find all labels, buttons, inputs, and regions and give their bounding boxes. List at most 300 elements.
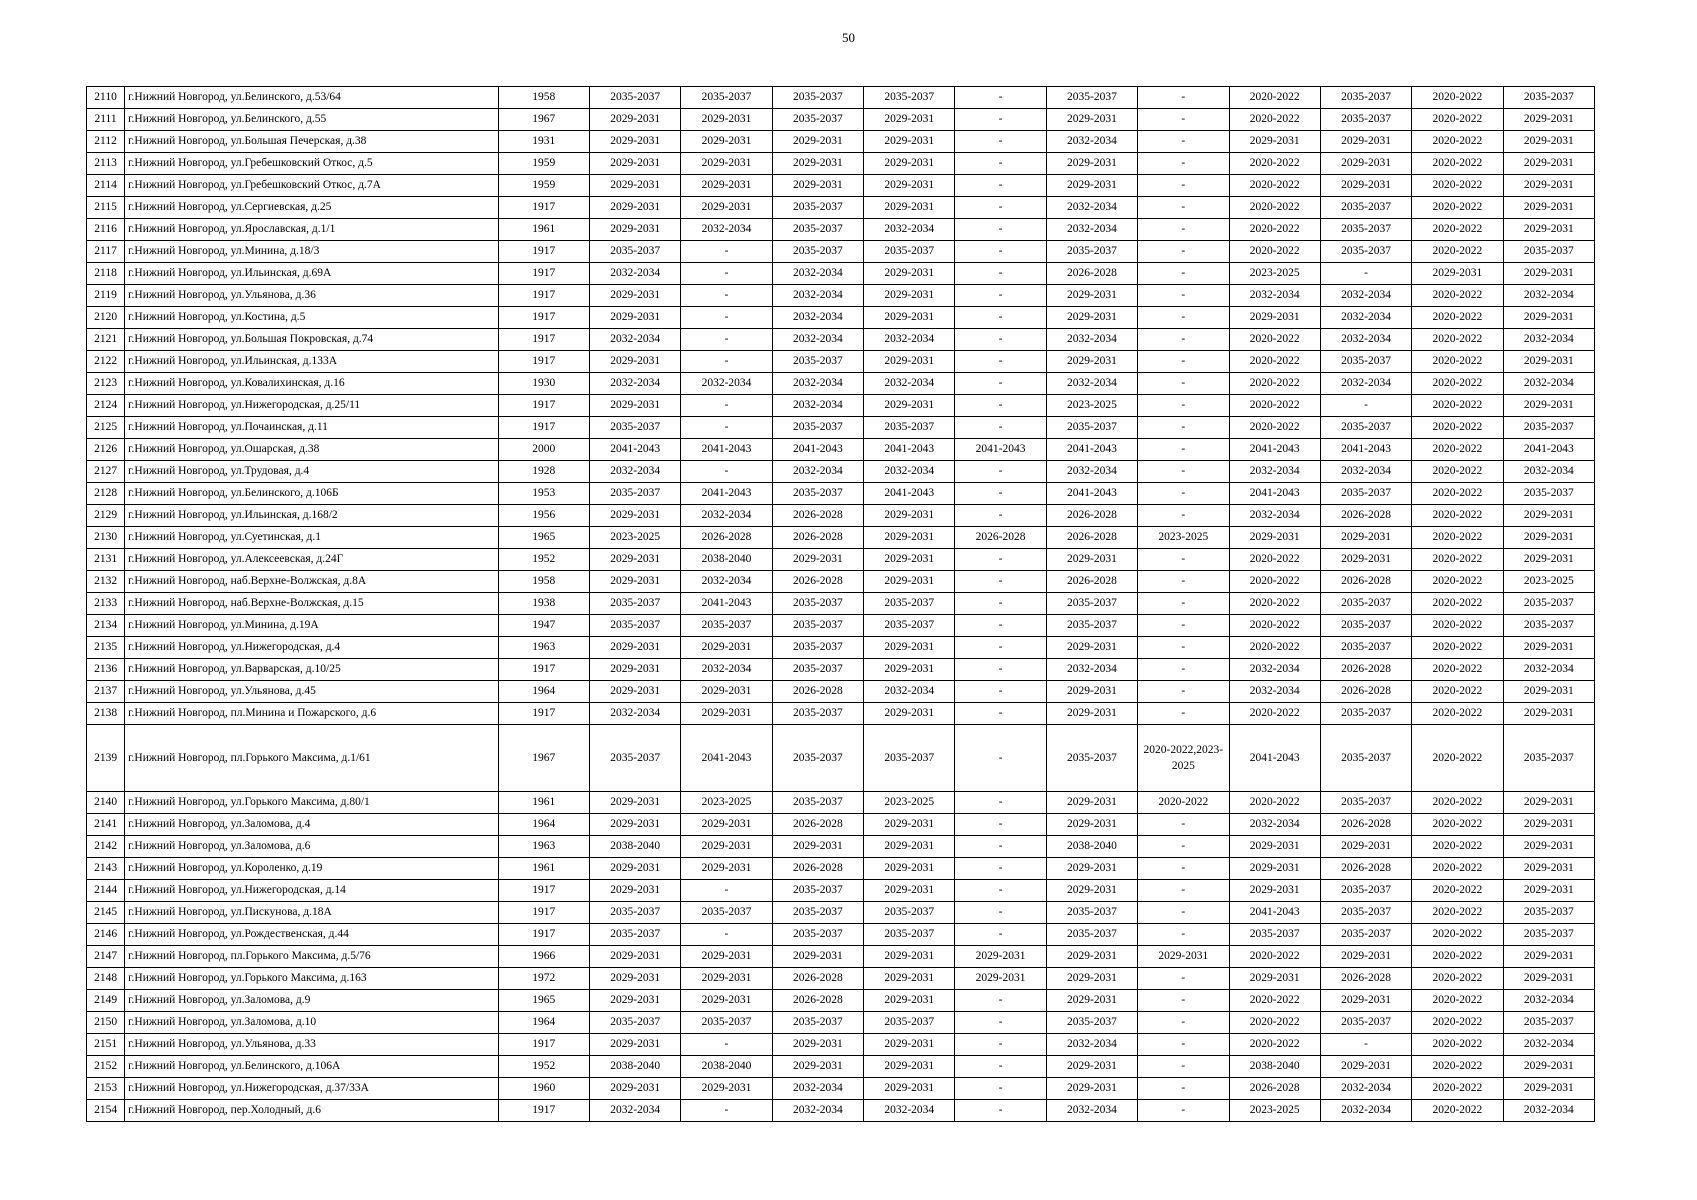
period-cell: -: [1138, 990, 1229, 1012]
period-cell: 2029-2031: [589, 681, 680, 703]
period-cell: 2029-2031: [864, 659, 955, 681]
period-cell: 2029-2031: [589, 659, 680, 681]
period-cell: 2029-2031: [1046, 549, 1137, 571]
period-cell: 2035-2037: [864, 902, 955, 924]
year-cell: 1952: [498, 549, 589, 571]
period-cell: 2029-2031: [1229, 527, 1320, 549]
row-number-cell: 2142: [87, 836, 125, 858]
period-cell: 2035-2037: [864, 241, 955, 263]
year-cell: 1917: [498, 395, 589, 417]
period-cell: 2032-2034: [1320, 285, 1411, 307]
period-cell: 2020-2022: [1412, 725, 1503, 792]
period-cell: 2029-2031: [589, 351, 680, 373]
period-cell: 2020-2022: [1138, 792, 1229, 814]
year-cell: 2000: [498, 439, 589, 461]
period-cell: 2032-2034: [1320, 329, 1411, 351]
period-cell: 2035-2037: [772, 637, 863, 659]
period-cell: 2029-2031: [1229, 968, 1320, 990]
period-cell: 2035-2037: [1320, 351, 1411, 373]
period-cell: -: [955, 219, 1046, 241]
address-cell: г.Нижний Новгород, ул.Минина, д.18/3: [125, 241, 498, 263]
table-row: [87, 329, 1595, 351]
period-cell: -: [681, 307, 772, 329]
table-row: [87, 505, 1595, 527]
period-cell: -: [1138, 109, 1229, 131]
period-cell: 2029-2031: [864, 285, 955, 307]
table-row: [87, 593, 1595, 615]
year-cell: 1972: [498, 968, 589, 990]
table-row: [87, 87, 1595, 109]
address-cell: г.Нижний Новгород, ул.Заломова, д.10: [125, 1012, 498, 1034]
period-cell: -: [955, 1012, 1046, 1034]
address-cell: г.Нижний Новгород, ул.Заломова, д.6: [125, 836, 498, 858]
period-cell: 2041-2043: [681, 483, 772, 505]
period-cell: -: [955, 263, 1046, 285]
period-cell: 2020-2022: [1412, 637, 1503, 659]
year-cell: 1917: [498, 1100, 589, 1122]
period-cell: 2035-2037: [772, 483, 863, 505]
period-cell: 2020-2022: [1412, 1100, 1503, 1122]
year-cell: 1917: [498, 703, 589, 725]
period-cell: 2026-2028: [1046, 505, 1137, 527]
period-cell: 2020-2022: [1229, 175, 1320, 197]
period-cell: 2029-2031: [1503, 792, 1594, 814]
period-cell: 2029-2031: [864, 814, 955, 836]
period-cell: 2035-2037: [589, 902, 680, 924]
address-cell: г.Нижний Новгород, ул.Суетинская, д.1: [125, 527, 498, 549]
period-cell: 2035-2037: [772, 87, 863, 109]
period-cell: -: [955, 1100, 1046, 1122]
period-cell: -: [681, 461, 772, 483]
period-cell: 2029-2031: [1503, 263, 1594, 285]
period-cell: 2029-2031: [1046, 153, 1137, 175]
table-row: [87, 880, 1595, 902]
address-cell: г.Нижний Новгород, ул.Ильинская, д.168/2: [125, 505, 498, 527]
period-cell: 2026-2028: [1320, 659, 1411, 681]
address-cell: г.Нижний Новгород, ул.Ильинская, д.69А: [125, 263, 498, 285]
address-cell: г.Нижний Новгород, пл.Горького Максима, д.1/61: [125, 725, 498, 792]
row-number-cell: 2144: [87, 880, 125, 902]
period-cell: 2032-2034: [772, 461, 863, 483]
period-cell: 2029-2031: [1503, 153, 1594, 175]
period-cell: 2029-2031: [589, 814, 680, 836]
address-cell: г.Нижний Новгород, ул.Рождественская, д.44: [125, 924, 498, 946]
period-cell: 2029-2031: [1229, 131, 1320, 153]
period-cell: 2026-2028: [1320, 968, 1411, 990]
year-cell: 1917: [498, 263, 589, 285]
period-cell: -: [1138, 836, 1229, 858]
period-cell: 2029-2031: [681, 175, 772, 197]
period-cell: 2032-2034: [1229, 461, 1320, 483]
period-cell: 2020-2022: [1412, 880, 1503, 902]
period-cell: 2023-2025: [1503, 571, 1594, 593]
period-cell: 2029-2031: [1046, 1078, 1137, 1100]
period-cell: -: [1138, 241, 1229, 263]
period-cell: 2035-2037: [1503, 902, 1594, 924]
table-row: [87, 219, 1595, 241]
year-cell: 1963: [498, 836, 589, 858]
period-cell: -: [955, 175, 1046, 197]
period-cell: 2032-2034: [589, 703, 680, 725]
period-cell: 2035-2037: [681, 87, 772, 109]
period-cell: 2041-2043: [1229, 483, 1320, 505]
period-cell: 2020-2022: [1412, 197, 1503, 219]
period-cell: 2032-2034: [1320, 373, 1411, 395]
period-cell: 2029-2031: [1503, 131, 1594, 153]
table-row: [87, 858, 1595, 880]
period-cell: 2029-2031: [864, 990, 955, 1012]
period-cell: -: [955, 836, 1046, 858]
row-number-cell: 2135: [87, 637, 125, 659]
year-cell: 1958: [498, 87, 589, 109]
period-cell: 2020-2022: [1412, 505, 1503, 527]
period-cell: 2020-2022: [1412, 792, 1503, 814]
period-cell: 2035-2037: [589, 483, 680, 505]
period-cell: 2029-2031: [681, 1078, 772, 1100]
period-cell: 2035-2037: [772, 197, 863, 219]
period-cell: 2020-2022: [1229, 395, 1320, 417]
period-cell: 2029-2031: [1046, 351, 1137, 373]
period-cell: -: [1138, 593, 1229, 615]
period-cell: 2029-2031: [864, 1034, 955, 1056]
period-cell: 2032-2034: [1320, 1100, 1411, 1122]
period-cell: 2029-2031: [589, 395, 680, 417]
period-cell: 2035-2037: [1320, 219, 1411, 241]
period-cell: 2029-2031: [589, 792, 680, 814]
row-number-cell: 2130: [87, 527, 125, 549]
period-cell: 2029-2031: [1138, 946, 1229, 968]
period-cell: -: [955, 483, 1046, 505]
period-cell: 2035-2037: [772, 924, 863, 946]
period-cell: 2038-2040: [1046, 836, 1137, 858]
period-cell: 2029-2031: [1046, 990, 1137, 1012]
period-cell: 2029-2031: [864, 946, 955, 968]
period-cell: 2035-2037: [1503, 1012, 1594, 1034]
period-cell: 2035-2037: [589, 924, 680, 946]
period-cell: 2020-2022: [1412, 439, 1503, 461]
period-cell: -: [1138, 197, 1229, 219]
period-cell: 2035-2037: [1320, 880, 1411, 902]
period-cell: 2029-2031: [589, 637, 680, 659]
period-cell: 2029-2031: [1503, 880, 1594, 902]
period-cell: 2029-2031: [1503, 1078, 1594, 1100]
period-cell: 2035-2037: [1320, 483, 1411, 505]
address-cell: г.Нижний Новгород, ул.Ульянова, д.36: [125, 285, 498, 307]
year-cell: 1967: [498, 109, 589, 131]
period-cell: 2029-2031: [1320, 836, 1411, 858]
period-cell: 2035-2037: [772, 593, 863, 615]
period-cell: 2029-2031: [1503, 307, 1594, 329]
period-cell: 2020-2022: [1412, 175, 1503, 197]
year-cell: 1938: [498, 593, 589, 615]
period-cell: 2041-2043: [589, 439, 680, 461]
period-cell: -: [1138, 1078, 1229, 1100]
period-cell: 2029-2031: [1503, 858, 1594, 880]
period-cell: 2032-2034: [681, 659, 772, 681]
period-cell: 2032-2034: [1229, 814, 1320, 836]
period-cell: 2032-2034: [1320, 461, 1411, 483]
period-cell: 2032-2034: [772, 329, 863, 351]
period-cell: -: [1138, 131, 1229, 153]
period-cell: 2035-2037: [772, 417, 863, 439]
period-cell: 2020-2022: [1229, 109, 1320, 131]
period-cell: 2038-2040: [681, 549, 772, 571]
period-cell: -: [955, 461, 1046, 483]
period-cell: -: [1138, 968, 1229, 990]
year-cell: 1917: [498, 241, 589, 263]
period-cell: 2041-2043: [772, 439, 863, 461]
period-cell: 2035-2037: [1320, 1012, 1411, 1034]
address-cell: г.Нижний Новгород, ул.Алексеевская, д.24Г: [125, 549, 498, 571]
period-cell: 2035-2037: [1320, 792, 1411, 814]
period-cell: -: [1138, 175, 1229, 197]
period-cell: 2035-2037: [1503, 593, 1594, 615]
period-cell: 2035-2037: [681, 615, 772, 637]
table-row: [87, 417, 1595, 439]
period-cell: -: [681, 263, 772, 285]
period-cell: -: [1138, 659, 1229, 681]
period-cell: 2029-2031: [1046, 1056, 1137, 1078]
period-cell: 2023-2025: [589, 527, 680, 549]
period-cell: -: [1138, 329, 1229, 351]
period-cell: 2035-2037: [772, 241, 863, 263]
row-number-cell: 2145: [87, 902, 125, 924]
period-cell: 2029-2031: [1046, 880, 1137, 902]
period-cell: 2035-2037: [1046, 593, 1137, 615]
period-cell: 2020-2022: [1412, 571, 1503, 593]
period-cell: 2032-2034: [864, 219, 955, 241]
period-cell: 2035-2037: [1229, 924, 1320, 946]
period-cell: 2035-2037: [772, 792, 863, 814]
period-cell: 2032-2034: [589, 1100, 680, 1122]
year-cell: 1947: [498, 615, 589, 637]
row-number-cell: 2115: [87, 197, 125, 219]
period-cell: 2029-2031: [1412, 263, 1503, 285]
period-cell: -: [955, 131, 1046, 153]
period-cell: 2029-2031: [864, 1078, 955, 1100]
period-cell: 2023-2025: [1229, 263, 1320, 285]
period-cell: 2020-2022: [1412, 153, 1503, 175]
period-cell: 2032-2034: [1229, 659, 1320, 681]
period-cell: 2029-2031: [864, 1056, 955, 1078]
period-cell: 2035-2037: [589, 1012, 680, 1034]
period-cell: 2029-2031: [864, 858, 955, 880]
address-cell: г.Нижний Новгород, наб.Верхне-Волжская, д.8А: [125, 571, 498, 593]
period-cell: -: [955, 241, 1046, 263]
year-cell: 1964: [498, 1012, 589, 1034]
row-number-cell: 2147: [87, 946, 125, 968]
table-row: [87, 131, 1595, 153]
period-cell: 2020-2022: [1412, 241, 1503, 263]
period-cell: 2020-2022: [1229, 241, 1320, 263]
period-cell: 2032-2034: [1046, 659, 1137, 681]
period-cell: 2029-2031: [1046, 968, 1137, 990]
period-cell: 2026-2028: [772, 505, 863, 527]
period-cell: 2035-2037: [1320, 241, 1411, 263]
address-cell: г.Нижний Новгород, ул.Белинского, д.55: [125, 109, 498, 131]
period-cell: 2026-2028: [772, 858, 863, 880]
table-row: [87, 549, 1595, 571]
address-cell: г.Нижний Новгород, ул.Нижегородская, д.4: [125, 637, 498, 659]
period-cell: 2020-2022: [1412, 593, 1503, 615]
period-cell: 2035-2037: [864, 593, 955, 615]
year-cell: 1960: [498, 1078, 589, 1100]
period-cell: 2032-2034: [589, 263, 680, 285]
table-row: [87, 703, 1595, 725]
period-cell: 2029-2031: [772, 153, 863, 175]
period-cell: 2020-2022: [1412, 924, 1503, 946]
period-cell: -: [955, 329, 1046, 351]
period-cell: -: [955, 681, 1046, 703]
period-cell: 2035-2037: [1046, 417, 1137, 439]
period-cell: 2035-2037: [864, 87, 955, 109]
period-cell: 2029-2031: [772, 175, 863, 197]
period-cell: -: [681, 880, 772, 902]
period-cell: -: [955, 990, 1046, 1012]
period-cell: 2020-2022: [1229, 1012, 1320, 1034]
period-cell: -: [1138, 461, 1229, 483]
row-number-cell: 2133: [87, 593, 125, 615]
period-cell: -: [1138, 307, 1229, 329]
address-cell: г.Нижний Новгород, ул.Гребешковский Откос, д.5: [125, 153, 498, 175]
period-cell: 2032-2034: [864, 329, 955, 351]
period-cell: 2029-2031: [589, 505, 680, 527]
period-cell: 2029-2031: [681, 681, 772, 703]
period-cell: 2032-2034: [864, 681, 955, 703]
year-cell: 1917: [498, 880, 589, 902]
period-cell: -: [1138, 681, 1229, 703]
period-cell: -: [955, 351, 1046, 373]
period-cell: 2026-2028: [772, 968, 863, 990]
row-number-cell: 2154: [87, 1100, 125, 1122]
period-cell: 2032-2034: [1229, 285, 1320, 307]
table-row: [87, 1056, 1595, 1078]
address-cell: г.Нижний Новгород, ул.Сергиевская, д.25: [125, 197, 498, 219]
period-cell: 2020-2022: [1412, 527, 1503, 549]
row-number-cell: 2118: [87, 263, 125, 285]
period-cell: -: [1138, 1034, 1229, 1056]
period-cell: 2029-2031: [1320, 153, 1411, 175]
period-cell: -: [955, 725, 1046, 792]
period-cell: 2035-2037: [864, 1012, 955, 1034]
row-number-cell: 2152: [87, 1056, 125, 1078]
period-cell: 2029-2031: [772, 946, 863, 968]
period-cell: 2020-2022: [1412, 615, 1503, 637]
address-cell: г.Нижний Новгород, ул.Ковалихинская, д.16: [125, 373, 498, 395]
period-cell: -: [1138, 924, 1229, 946]
year-cell: 1917: [498, 307, 589, 329]
year-cell: 1917: [498, 285, 589, 307]
period-cell: 2029-2031: [864, 197, 955, 219]
year-cell: 1917: [498, 902, 589, 924]
period-cell: 2026-2028: [1046, 263, 1137, 285]
period-cell: 2029-2031: [864, 571, 955, 593]
period-cell: 2032-2034: [681, 219, 772, 241]
period-cell: -: [681, 241, 772, 263]
period-cell: 2029-2031: [681, 153, 772, 175]
period-cell: 2020-2022: [1412, 1034, 1503, 1056]
period-cell: 2020-2022: [1412, 681, 1503, 703]
period-cell: 2029-2031: [681, 946, 772, 968]
table-row: [87, 725, 1595, 792]
period-cell: 2029-2031: [772, 549, 863, 571]
table-row: [87, 902, 1595, 924]
period-cell: 2029-2031: [589, 946, 680, 968]
period-cell: 2020-2022: [1412, 395, 1503, 417]
period-cell: 2026-2028: [772, 527, 863, 549]
address-cell: г.Нижний Новгород, ул.Короленко, д.19: [125, 858, 498, 880]
period-cell: 2029-2031: [1229, 307, 1320, 329]
period-cell: 2035-2037: [1046, 1012, 1137, 1034]
period-cell: 2032-2034: [681, 373, 772, 395]
year-cell: 1931: [498, 131, 589, 153]
period-cell: 2020-2022: [1412, 219, 1503, 241]
year-cell: 1967: [498, 725, 589, 792]
period-cell: -: [955, 153, 1046, 175]
period-cell: -: [955, 571, 1046, 593]
period-cell: 2020-2022: [1229, 417, 1320, 439]
period-cell: -: [1138, 1012, 1229, 1034]
period-cell: 2035-2037: [772, 659, 863, 681]
period-cell: 2020-2022: [1412, 902, 1503, 924]
period-cell: 2032-2034: [772, 263, 863, 285]
period-cell: -: [1138, 285, 1229, 307]
period-cell: 2032-2034: [1503, 285, 1594, 307]
period-cell: 2032-2034: [1503, 329, 1594, 351]
table-row: [87, 439, 1595, 461]
period-cell: -: [955, 285, 1046, 307]
row-number-cell: 2121: [87, 329, 125, 351]
period-cell: -: [1138, 858, 1229, 880]
year-cell: 1959: [498, 175, 589, 197]
period-cell: -: [955, 924, 1046, 946]
period-cell: 2026-2028: [1046, 527, 1137, 549]
row-number-cell: 2131: [87, 549, 125, 571]
period-cell: 2026-2028: [772, 814, 863, 836]
year-cell: 1917: [498, 351, 589, 373]
address-cell: г.Нижний Новгород, ул.Горького Максима, д.80/1: [125, 792, 498, 814]
period-cell: 2029-2031: [1046, 637, 1137, 659]
period-cell: 2035-2037: [1046, 924, 1137, 946]
address-cell: г.Нижний Новгород, ул.Ильинская, д.133А: [125, 351, 498, 373]
period-cell: 2041-2043: [681, 725, 772, 792]
period-cell: 2041-2043: [1229, 439, 1320, 461]
period-cell: 2020-2022: [1412, 483, 1503, 505]
address-cell: г.Нижний Новгород, ул.Почаинская, д.11: [125, 417, 498, 439]
period-cell: 2020-2022: [1229, 637, 1320, 659]
period-cell: 2020-2022: [1412, 285, 1503, 307]
period-cell: 2020-2022,2023-2025: [1138, 725, 1229, 792]
period-cell: -: [1138, 87, 1229, 109]
period-cell: 2035-2037: [772, 880, 863, 902]
period-cell: 2035-2037: [1320, 197, 1411, 219]
row-number-cell: 2114: [87, 175, 125, 197]
period-cell: -: [1138, 1056, 1229, 1078]
period-cell: 2035-2037: [1046, 615, 1137, 637]
address-cell: г.Нижний Новгород, ул.Ошарская, д.38: [125, 439, 498, 461]
period-cell: 2035-2037: [1503, 725, 1594, 792]
period-cell: 2020-2022: [1229, 792, 1320, 814]
period-cell: 2032-2034: [772, 1100, 863, 1122]
period-cell: 2023-2025: [1229, 1100, 1320, 1122]
table-row: [87, 814, 1595, 836]
period-cell: 2041-2043: [1046, 439, 1137, 461]
period-cell: 2032-2034: [1503, 1100, 1594, 1122]
address-cell: г.Нижний Новгород, ул.Белинского, д.106А: [125, 1056, 498, 1078]
period-cell: -: [1138, 153, 1229, 175]
period-cell: 2020-2022: [1229, 946, 1320, 968]
row-number-cell: 2122: [87, 351, 125, 373]
